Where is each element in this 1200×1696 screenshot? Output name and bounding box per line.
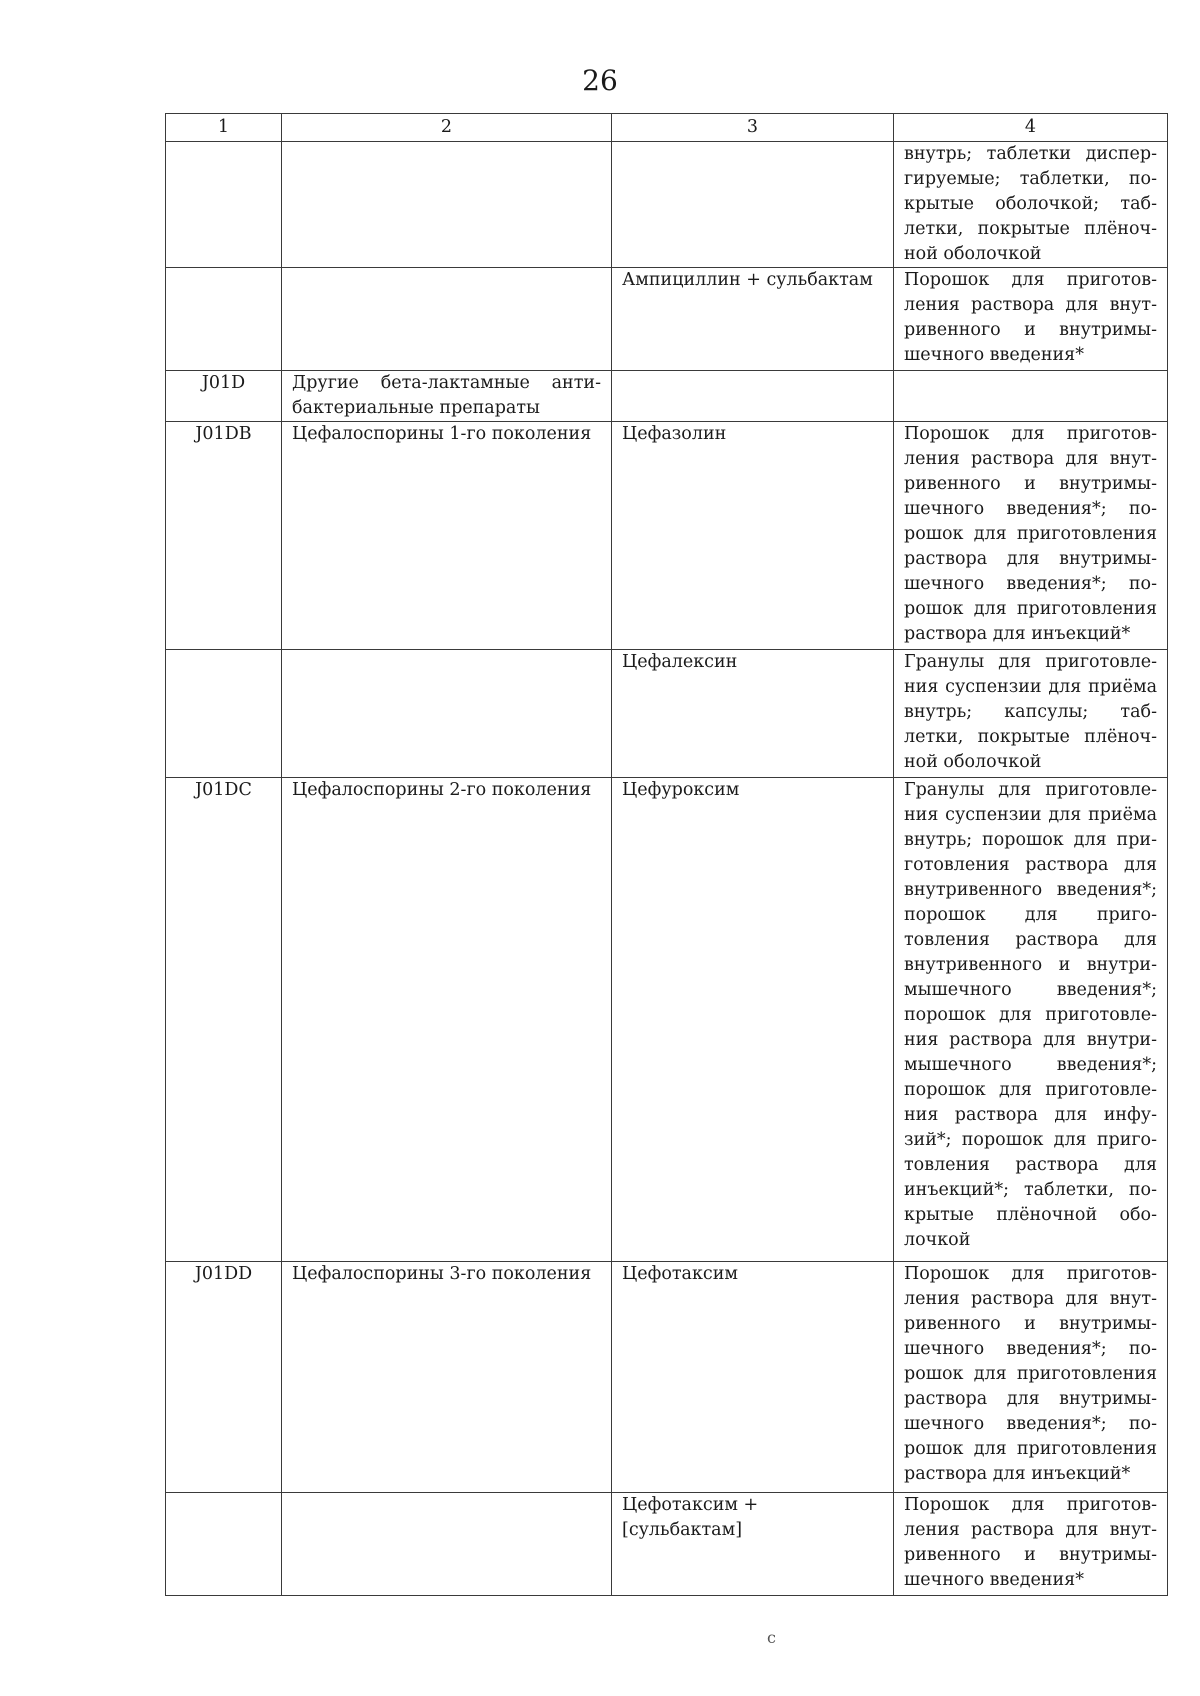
table-row [166,1262,1168,1493]
column-header-code: 1 [166,114,282,142]
group-cell: Цефалоспорины 1-го поколения [282,422,612,650]
drug-name-cell [612,371,894,422]
atc-code-cell: J01DD [166,1262,282,1493]
table-row [166,371,1168,422]
table-row [166,778,1168,1262]
table-row [166,422,1168,650]
drug-name-cell [612,142,894,268]
drug-name-cell: Цефотаксим [612,1262,894,1493]
dosage-form-cell: Порошок для приготовления раствора для внутривенного и внутримышечного введения*; порошок для приготовления раствора для внутримышечного введения*; порошок для приготовления раствора для инъекций* [894,422,1168,650]
drug-table [165,113,1168,1596]
page-number: 26 [582,64,618,97]
column-header-group: 2 [282,114,612,142]
group-cell: Цефалоспорины 3-го поколения [282,1262,612,1493]
atc-code-cell: J01DC [166,778,282,1262]
table-header-row [166,114,1168,142]
table-row [166,650,1168,778]
drug-name-cell: Ампициллин + сульбактам [612,268,894,371]
dosage-form-cell: Порошок для приготовления раствора для внутривенного и внутримышечного введения* [894,1493,1168,1596]
group-cell [282,142,612,268]
dosage-form-cell: Гранулы для приготовления суспензии для приёма внутрь; порошок для приготовления раствора для внутривенного введения*; порошок для приготовления раствора для внутривенного и внутримышечного введения*; порошок для приготовления раствора для внутримышечного введения*; порошок для приготовления раствора для инфузий*; порошок для приготовления раствора для инъекций*; таблетки, покрытые плёночной оболочкой [894,778,1168,1262]
group-cell [282,1493,612,1596]
atc-code-cell [166,1493,282,1596]
bottom-mark: с [767,1628,776,1647]
atc-code-cell [166,268,282,371]
table-row [166,268,1168,371]
atc-code-cell [166,650,282,778]
dosage-form-cell: Порошок для приготовления раствора для внутривенного и внутримышечного введения*; порошок для приготовления раствора для внутримышечного введения*; порошок для приготовления раствора для инъекций* [894,1262,1168,1493]
atc-code-cell: J01DB [166,422,282,650]
drug-name-cell: Цефотаксим + [сульбактам] [612,1493,894,1596]
dosage-form-cell [894,371,1168,422]
drug-name-cell: Цефалексин [612,650,894,778]
table-row [166,142,1168,268]
dosage-form-cell: внутрь; таблетки диспергируемые; таблетки, покрытые оболочкой; таблетки, покрытые плёночной оболочкой [894,142,1168,268]
column-header-form: 4 [894,114,1168,142]
group-cell: Цефалоспорины 2-го поколения [282,778,612,1262]
drug-name-cell: Цефазолин [612,422,894,650]
drug-name-cell: Цефуроксим [612,778,894,1262]
atc-code-cell: J01D [166,371,282,422]
group-cell [282,650,612,778]
dosage-form-cell: Гранулы для приготовления суспензии для приёма внутрь; капсулы; таблетки, покрытые плёночной оболочкой [894,650,1168,778]
group-cell [282,268,612,371]
atc-code-cell [166,142,282,268]
group-cell: Другие бета-лактамные антибактериальные препараты [282,371,612,422]
dosage-form-cell: Порошок для приготовления раствора для внутривенного и внутримышечного введения* [894,268,1168,371]
column-header-drug: 3 [612,114,894,142]
table-row [166,1493,1168,1596]
